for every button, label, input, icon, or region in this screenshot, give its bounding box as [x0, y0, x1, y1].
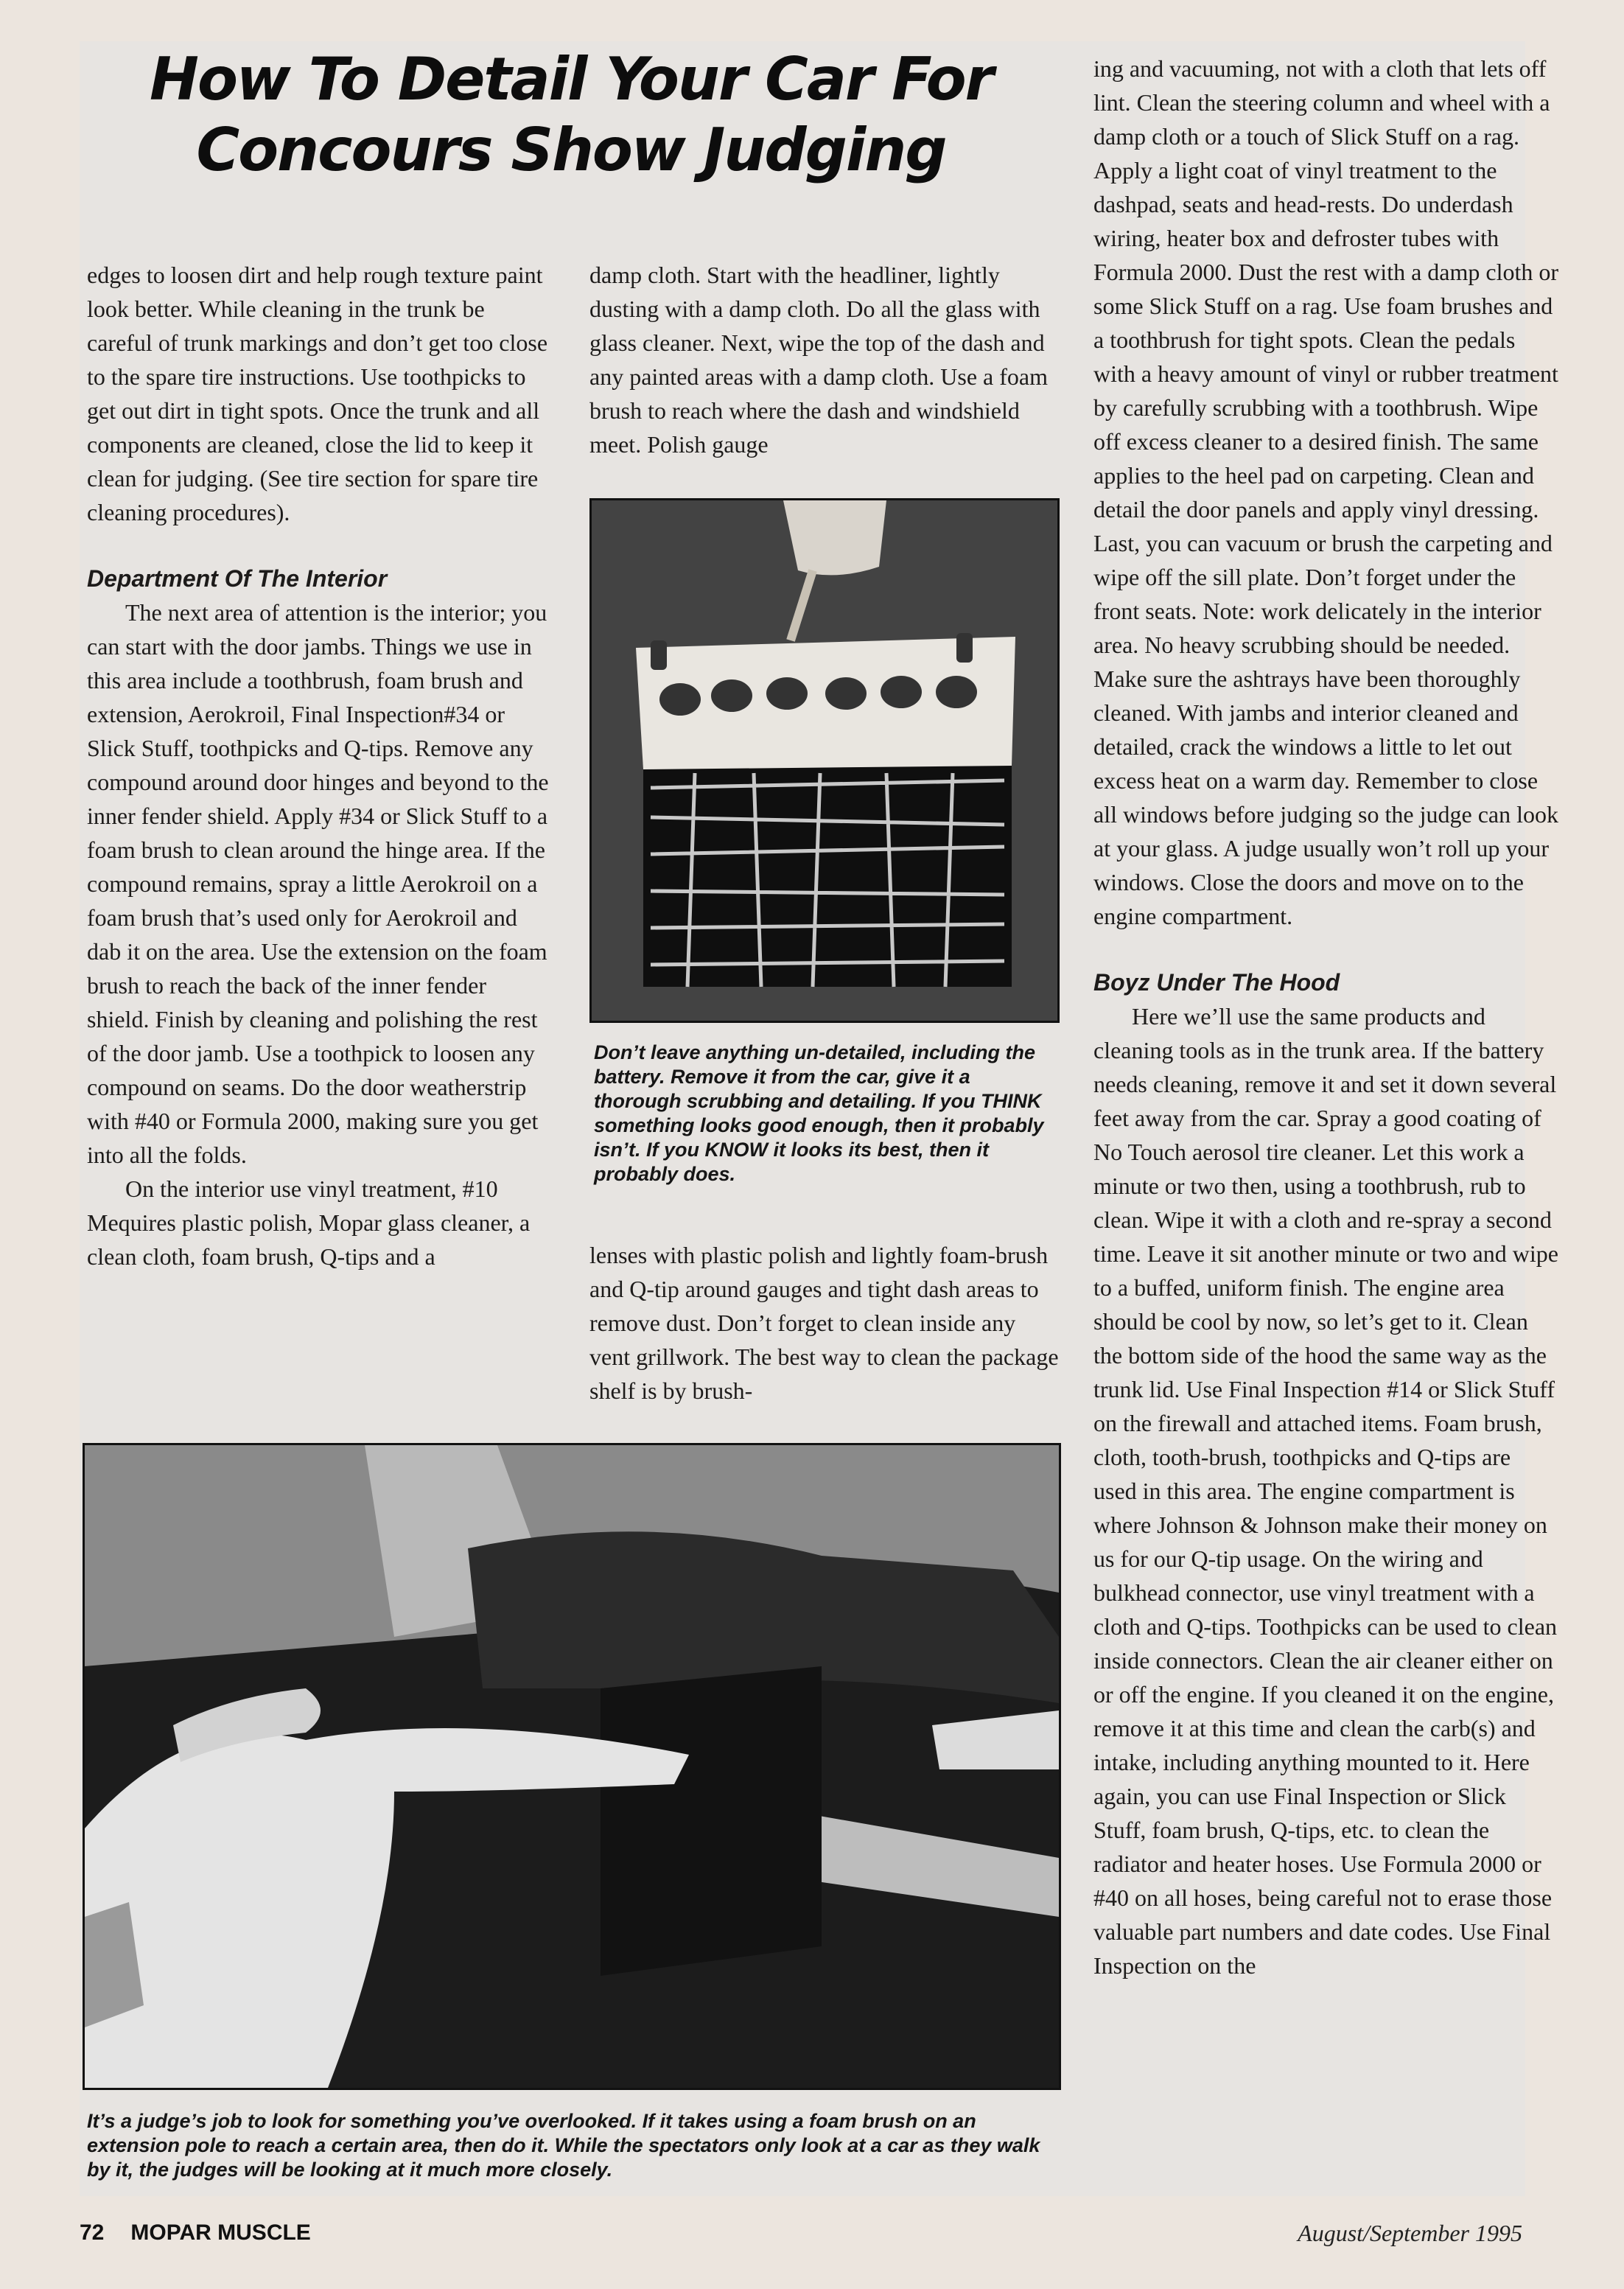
- battery-photo: [589, 498, 1060, 1023]
- column-3-paragraph-1: ing and vacuuming, not with a cloth that lets off lint. Clean the steering column and wheel with a damp cloth or a touch of Slick Stuff on a rag. Apply a light coat of vinyl treatment to the dashpad, seats and head-rests. Do underdash wiring, heater box and defroster tubes with Formula 2000. Dust the rest with a damp cloth or some Slick Stuff on a rag. Use foam brushes and a toothbrush for tight spots. Clean the pedals with a heavy amount of vinyl or rubber treatment by carefully scrubbing with a toothbrush. Wipe off excess cleaner to a desired finish. The same applies to the heel pad on carpeting. Clean and detail the door panels and apply vinyl dressing. Last, you can vacuum or brush the carpeting and wipe off the sill plate. Don’t forget under the front seats. Note: work delicately in the interior area. No heavy scrubbing should be needed. Make sure the ashtrays have been thoroughly cleaned. With jambs and interior cleaned and detailed, crack the windows a little to let out excess heat on a warm day. Remember to close all windows before judging so the judge can look at your glass. A judge usually won’t roll up your windows. Close the doors and move on to the engine compartment.: [1093, 55, 1559, 929]
- column-1-paragraph-2: The next area of attention is the interior; you can start with the door jambs. Things we use in this area include a toothbrush, foam brush and extension, Aerokroil, Final Inspection#34 or Slick Stuff, toothpicks and Q-tips. Remove any compound around door hinges and beyond to the inner fender shield. Apply #34 or Slick Stuff to a foam brush to clean around the hinge area. If the compound remains, spray a little Aerokroil on a foam brush that’s used only for Aerokroil and dab it on the area. Use the extension on the foam brush to reach the back of the inner fender shield. Finish by cleaning and polishing the rest of the door jamb. Use a toothpick to loosen any compound on seams. Do the door weatherstrip with #40 or Formula 2000, making sure you get into all the folds.: [87, 599, 549, 1168]
- magazine-name: MOPAR MUSCLE: [130, 2220, 311, 2245]
- column-2-bottom: [589, 1238, 1061, 1408]
- column-1-paragraph-1: edges to loosen dirt and help rough texture paint look better. While cleaning in the trunk be careful of trunk markings and don’t get too close to the spare tire instructions. Use toothpicks to get out dirt in tight spots. Once the trunk and all components are cleaned, close the lid to keep it clean for judging. (See tire section for spare tire cleaning procedures).: [87, 262, 548, 525]
- article-title: [81, 44, 1061, 186]
- page-number: 72: [80, 2220, 105, 2245]
- column-2-paragraph-2: lenses with plastic polish and lightly foam-brush and Q-tip around gauges and tight dash areas to remove dust. Don’t forget to clean inside any vent grillwork. The best way to clean the package shelf is by brush-: [589, 1242, 1059, 1404]
- title-line-1: How To Detail Your Car For: [149, 45, 993, 113]
- dashboard-photo-caption: It’s a judge’s job to look for something you’ve overlooked. If it takes using a foam brush on an extension pole to reach a certain area, then do it. While the spectators only look at a car as they walk by it, the judges will be looking at it much more closely.: [87, 2110, 1040, 2181]
- column-2-paragraph-1: damp cloth. Start with the headliner, lightly dusting with a damp cloth. Do all the glass with glass cleaner. Next, wipe the top of the dash and any painted areas with a damp cloth. Use a foam brush to reach where the dash and windshield meet. Polish gauge: [589, 262, 1048, 458]
- title-line-2: Concours Show Judging: [196, 116, 946, 184]
- column-1: [87, 258, 553, 1273]
- dashboard-cleaning-photo: [83, 1443, 1061, 2090]
- section-heading-interior: Department Of The Interior: [87, 565, 388, 592]
- column-2-top: [589, 258, 1061, 461]
- battery-photo-caption: Don’t leave anything un-detailed, including the battery. Remove it from the car, give it a thorough scrubbing and detailing. If you THINK something looks good enough, then it probably isn’t. If you KNOW it looks its best, then it probably does.: [594, 1041, 1044, 1185]
- section-heading-engine: Boyz Under The Hood: [1093, 969, 1340, 996]
- issue-date: August/September 1995: [1298, 2220, 1522, 2246]
- column-1-paragraph-3: On the interior use vinyl treatment, #10 Mequires plastic polish, Mopar glass cleaner, a clean cloth, foam brush, Q-tips and a: [87, 1175, 531, 1270]
- column-3-paragraph-2: Here we’ll use the same products and cleaning tools as in the trunk area. If the battery needs cleaning, remove it and set it down several feet away from the car. Spray a good coating of No Touch aerosol tire cleaner. Let this work a minute or two then, using a toothbrush, rub to clean. Wipe it with a cloth and re-spray a second time. Leave it sit another minute or two and wipe to a buffed, uniform finish. The engine area should be cool by now, so let’s get to it. Clean the bottom side of the hood the same way as the trunk lid. Use Final Inspection #14 or Slick Stuff on the firewall and attached items. Foam brush, cloth, tooth-brush, toothpicks and Q-tips are used in this area. The engine compartment is where Johnson & Johnson make their money on us for our Q-tip usage. On the wiring and bulkhead connector, use vinyl treatment with a cloth and Q-tips. Toothpicks can be used to clean inside connectors. Clean the air cleaner either on or off the engine. If you cleaned it on the engine, remove it at this time and clean the carb(s) and intake, including anything mounted to it. Here again, you can use Final Inspection or Slick Stuff, foam brush, Q-tips, etc. to clean the radiator and heater hoses. Use Formula 2000 or #40 on all hoses, being careful not to erase those valuable part numbers and date codes. Use Final Inspection on the: [1093, 1003, 1558, 1979]
- footer-left: [80, 2220, 311, 2246]
- column-3: [1093, 52, 1559, 1982]
